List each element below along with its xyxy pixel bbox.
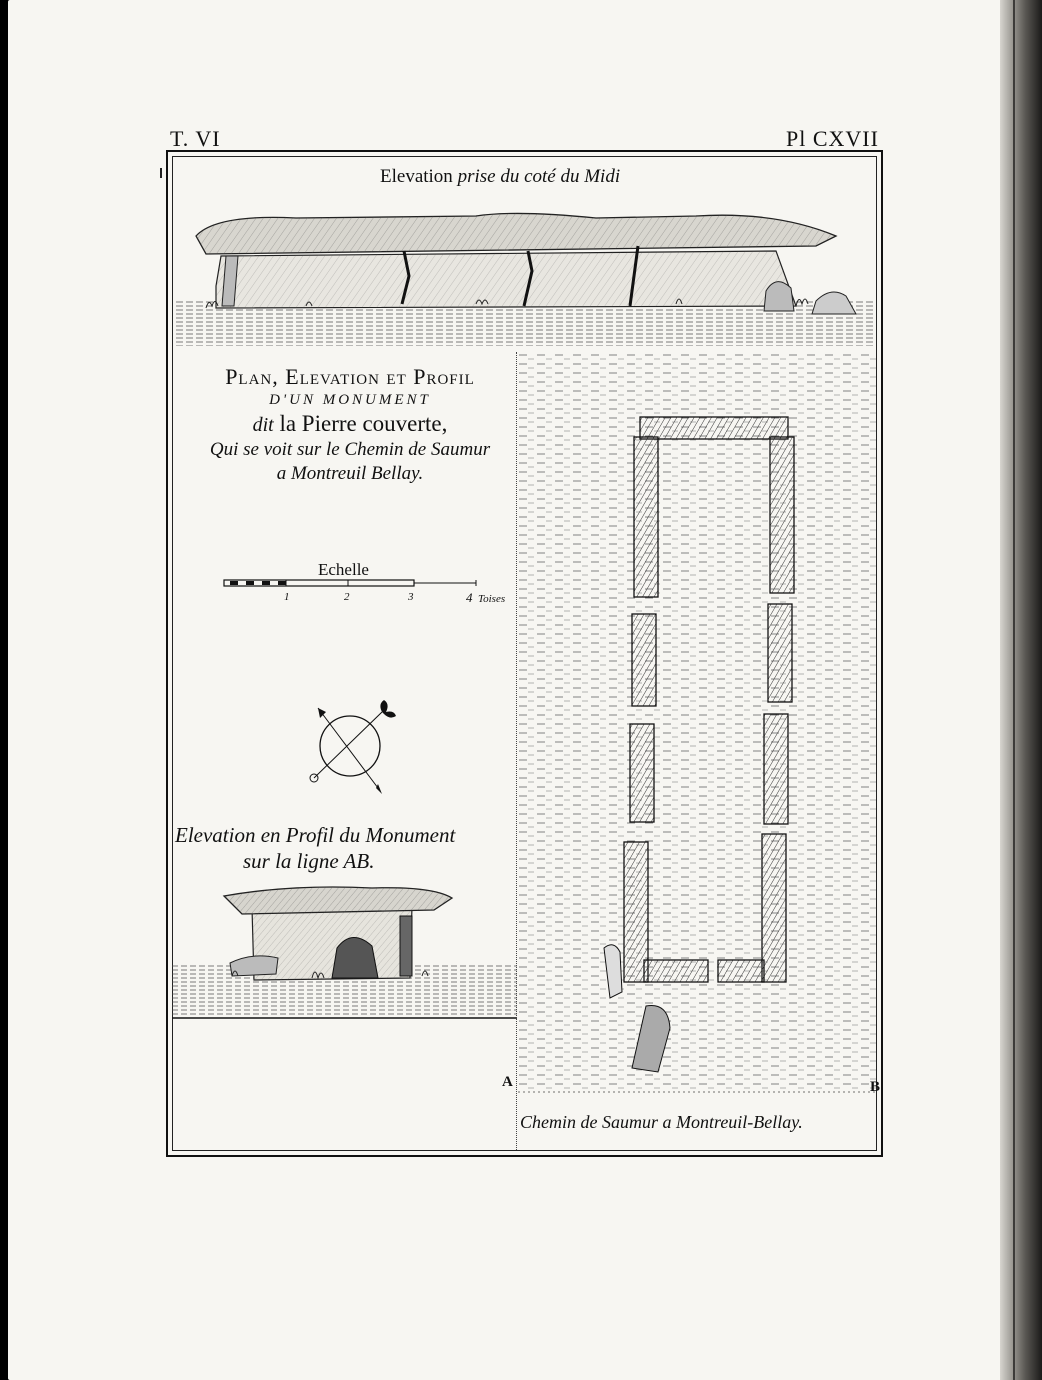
scale-bar	[220, 578, 530, 606]
scale-tick-4: 4	[466, 590, 473, 605]
top-elevation-title	[380, 166, 620, 188]
book-spine-line	[1013, 0, 1015, 1380]
title-line-3	[180, 411, 520, 437]
profile-elevation-engraving	[172, 868, 517, 1020]
south-elevation-engraving	[176, 196, 876, 346]
title-line-3-italic: dit	[252, 414, 274, 436]
ground-plan-engraving	[518, 352, 881, 1152]
scale-tick-1: 1	[284, 591, 290, 603]
panel-divider	[516, 352, 517, 1150]
profile-title	[175, 822, 515, 874]
book-page-edge	[1000, 0, 1042, 1380]
profile-title-line-2: sur la ligne AB.	[243, 849, 375, 873]
plate-numeral: CXVII	[812, 126, 879, 151]
scale-tick-3: 3	[408, 591, 414, 603]
title-line-1: Plan, Elevation et Profil	[225, 364, 475, 389]
margin-mark	[160, 168, 162, 178]
title-line-4: Qui se voit sur le Chemin de Saumur	[209, 439, 491, 460]
tome-label: T. VI	[170, 126, 221, 151]
scale-tick-2: 2	[344, 591, 350, 603]
profile-title-line-1: Elevation en Profil du Monument	[175, 823, 456, 847]
compass-rose-icon	[298, 698, 408, 798]
title-line-5: a Montreuil Bellay.	[276, 463, 424, 484]
road-caption: Chemin de Saumur a Montreuil-Bellay.	[520, 1112, 803, 1132]
plate-title-block	[180, 364, 520, 485]
title-line-2: D'UN MONUMENT	[269, 392, 431, 408]
scale-label: Echelle	[318, 560, 369, 579]
top-title-italic: prise du coté du Midi	[457, 166, 621, 187]
title-line-3-roman: la Pierre couverte,	[279, 411, 448, 436]
plate-number	[786, 126, 879, 152]
line-label-a: A	[502, 1074, 513, 1090]
plate-prefix: Pl	[786, 126, 807, 151]
scale-unit: Toises	[478, 593, 506, 605]
line-label-b: B	[870, 1079, 881, 1095]
top-title-roman: Elevation	[380, 166, 453, 187]
